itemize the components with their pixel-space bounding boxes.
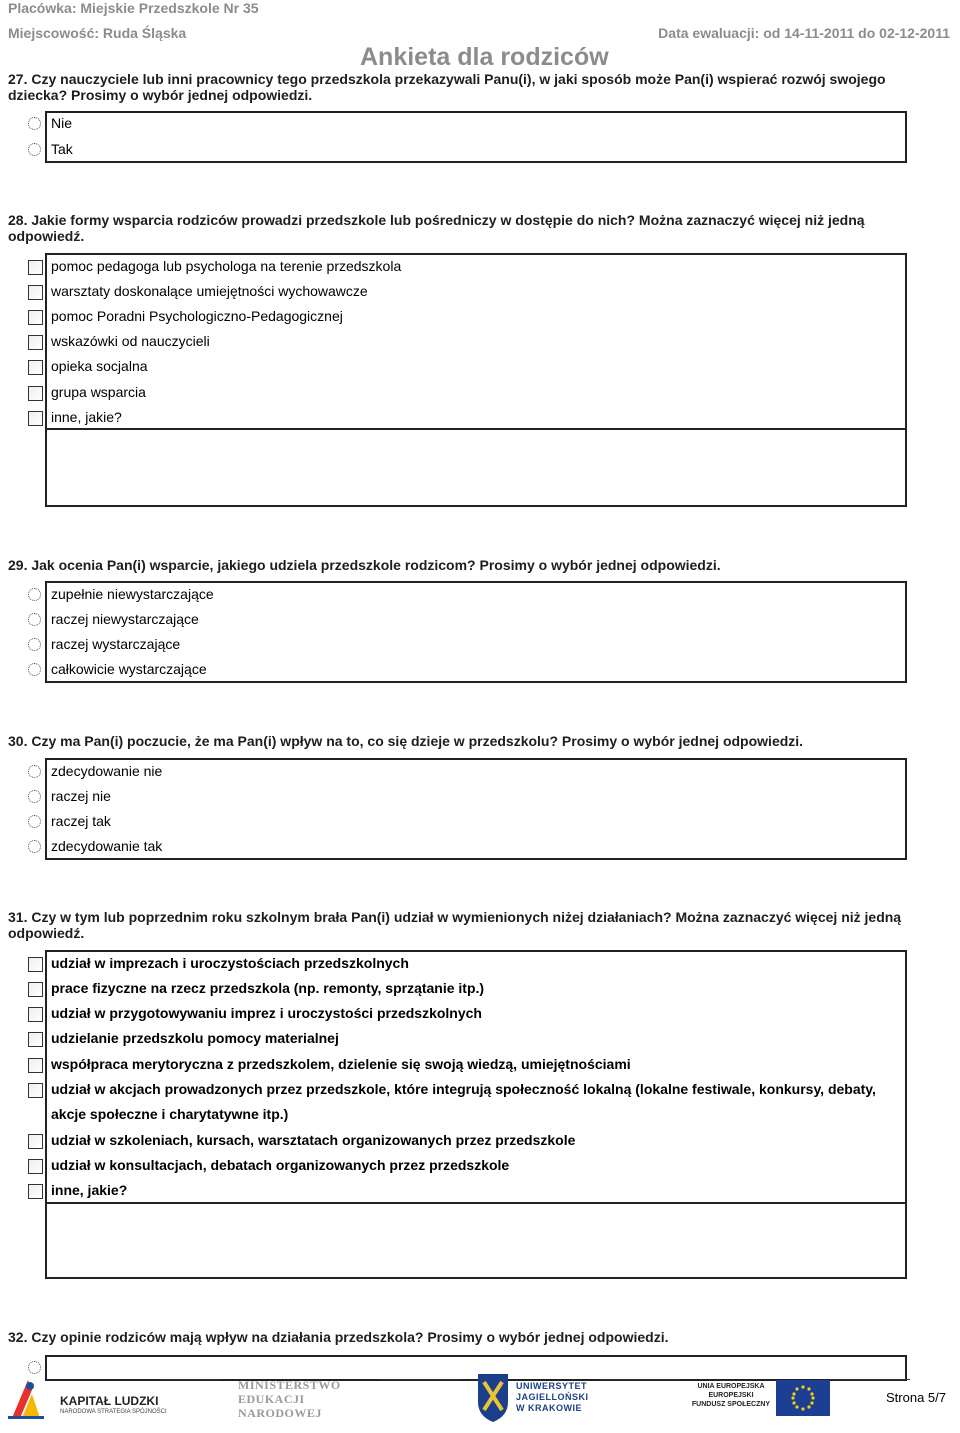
page-title: Ankieta dla rodziców bbox=[360, 43, 609, 71]
option-label: wskazówki od nauczycieli bbox=[51, 333, 210, 349]
option-label: udział w szkoleniach, kursach, warsztatach organizowanych przez przedszkole bbox=[51, 1132, 576, 1148]
checkbox[interactable] bbox=[28, 260, 43, 275]
question-28: 28. Jakie formy wsparcia rodziców prowadzi przedszkole lub pośredniczy w dostępie do nich? Można zaznaczyć więcej niż jedną odpowiedź. bbox=[8, 212, 865, 244]
logo-line: MINISTERSTWO bbox=[238, 1378, 341, 1392]
eu-logo bbox=[690, 1380, 840, 1426]
place-name: Miejscowość: Ruda Śląska bbox=[8, 25, 187, 41]
logo-line: EUROPEJSKI bbox=[708, 1392, 754, 1399]
eu-flag-icon bbox=[776, 1380, 830, 1416]
page-number: Strona 5/7 bbox=[886, 1390, 946, 1405]
footer-logos bbox=[0, 1370, 960, 1430]
logo-line: UNIWERSYTET bbox=[516, 1381, 588, 1391]
option-label: zupełnie niewystarczające bbox=[51, 586, 214, 602]
uj-crest-icon bbox=[476, 1372, 510, 1422]
checkbox[interactable] bbox=[28, 386, 43, 401]
logo-line: UNIA EUROPEJSKA bbox=[697, 1383, 765, 1390]
question-29: 29. Jak ocenia Pan(i) wsparcie, jakiego udziela przedszkole rodzicom? Prosimy o wybór jednej odpowiedzi. bbox=[8, 557, 721, 573]
option-label: grupa wsparcia bbox=[51, 384, 146, 400]
option-label: raczej tak bbox=[51, 813, 111, 829]
radio-button[interactable] bbox=[28, 790, 41, 803]
divider bbox=[380, 1379, 460, 1380]
checkbox[interactable] bbox=[28, 411, 43, 426]
men-logo bbox=[238, 1378, 358, 1426]
checkbox[interactable] bbox=[28, 1134, 43, 1149]
option-label: udział w akcjach prowadzonych przez przedszkole, które integrują społeczność lokalną (lokalne festiwale, konkursy, debaty, bbox=[51, 1081, 876, 1097]
option-label: całkowicie wystarczające bbox=[51, 661, 207, 677]
question-31: 31. Czy w tym lub poprzednim roku szkolnym brała Pan(i) udział w wymienionych niżej działaniach? Można zaznaczyć więcej niż jedną odpowiedź. bbox=[8, 909, 902, 941]
radio-button[interactable] bbox=[28, 840, 41, 853]
question-30: 30. Czy ma Pan(i) poczucie, że ma Pan(i) wpływ na to, co się dzieje w przedszkolu? Prosimy o wybór jednej odpowiedzi. bbox=[8, 733, 804, 749]
other-text-field-28[interactable] bbox=[45, 428, 907, 507]
divider bbox=[160, 1379, 220, 1380]
question-32: 32. Czy opinie rodziców mają wpływ na działania przedszkola? Prosimy o wybór jednej odpowiedzi. bbox=[8, 1329, 669, 1345]
kapital-ludzki-logo bbox=[8, 1376, 168, 1426]
checkbox[interactable] bbox=[28, 285, 43, 300]
divider bbox=[830, 1379, 910, 1380]
logo-line: W KRAKOWIE bbox=[516, 1403, 582, 1413]
logo-line: NARODOWEJ bbox=[238, 1406, 322, 1420]
uj-logo bbox=[476, 1372, 606, 1426]
radio-button[interactable] bbox=[28, 765, 41, 778]
logo-line: EDUKACJI bbox=[238, 1392, 305, 1406]
checkbox[interactable] bbox=[28, 957, 43, 972]
kapital-ludzki-icon bbox=[8, 1378, 44, 1422]
radio-button[interactable] bbox=[28, 588, 41, 601]
logo-line: FUNDUSZ SPOŁECZNY bbox=[691, 1401, 771, 1408]
radio-button[interactable] bbox=[28, 143, 41, 156]
option-label: pomoc pedagoga lub psychologa na terenie przedszkola bbox=[51, 258, 402, 274]
option-label: udzielanie przedszkolu pomocy materialnej bbox=[51, 1030, 339, 1046]
checkbox[interactable] bbox=[28, 1058, 43, 1073]
radio-button[interactable] bbox=[28, 815, 41, 828]
option-label: opieka socjalna bbox=[51, 358, 148, 374]
checkbox[interactable] bbox=[28, 1007, 43, 1022]
option-label: prace fizyczne na rzecz przedszkola (np. remonty, sprzątanie itp.) bbox=[51, 980, 485, 996]
logo-line: JAGIELLOŃSKI bbox=[516, 1392, 589, 1402]
checkbox[interactable] bbox=[28, 982, 43, 997]
checkbox[interactable] bbox=[28, 1159, 43, 1174]
radio-button[interactable] bbox=[28, 663, 41, 676]
checkbox[interactable] bbox=[28, 310, 43, 325]
option-label: raczej wystarczające bbox=[51, 636, 181, 652]
option-label: inne, jakie? bbox=[51, 409, 122, 425]
option-label: zdecydowanie nie bbox=[51, 763, 163, 779]
other-text-field-31[interactable] bbox=[45, 1202, 907, 1279]
checkbox[interactable] bbox=[28, 1083, 43, 1098]
option-label: udział w przygotowywaniu imprez i uroczystości przedszkolnych bbox=[51, 1005, 482, 1021]
logo-title: KAPITAŁ LUDZKI bbox=[60, 1394, 159, 1408]
option-label: współpraca merytoryczna z przedszkolem, dzielenie się swoją wiedzą, umiejętnościami bbox=[51, 1056, 631, 1072]
option-label: Tak bbox=[51, 141, 73, 157]
option-label: warsztaty doskonalące umiejętności wychowawcze bbox=[51, 283, 368, 299]
divider bbox=[600, 1379, 680, 1380]
option-label: pomoc Poradni Psychologiczno-Pedagogicznej bbox=[51, 308, 343, 324]
radio-button[interactable] bbox=[28, 638, 41, 651]
option-label: raczej niewystarczające bbox=[51, 611, 199, 627]
option-label: udział w konsultacjach, debatach organizowanych przez przedszkole bbox=[51, 1157, 510, 1173]
answer-box-27 bbox=[45, 111, 907, 163]
checkbox[interactable] bbox=[28, 1032, 43, 1047]
radio-button[interactable] bbox=[28, 117, 41, 130]
checkbox[interactable] bbox=[28, 1184, 43, 1199]
answer-box-30 bbox=[45, 758, 907, 860]
school-name: Placówka: Miejskie Przedszkole Nr 35 bbox=[8, 0, 259, 16]
logo-subtitle: NARODOWA STRATEGIA SPÓJNOŚCI bbox=[60, 1409, 167, 1415]
option-label: raczej nie bbox=[51, 788, 111, 804]
evaluation-dates: Data ewaluacji: od 14-11-2011 do 02-12-2011 bbox=[658, 25, 950, 41]
option-label: inne, jakie? bbox=[51, 1182, 128, 1198]
option-label: akcje społeczne i charytatywne itp.) bbox=[51, 1106, 289, 1122]
option-label: udział w imprezach i uroczystościach przedszkolnych bbox=[51, 955, 409, 971]
option-label: zdecydowanie tak bbox=[51, 838, 163, 854]
question-27: 27. Czy nauczyciele lub inni pracownicy tego przedszkola przekazywali Panu(i), w jaki sposób może Pan(i) wspierać rozwój swojego dziecka? Prosimy o wybór jednej odpowiedzi. bbox=[8, 71, 886, 103]
checkbox[interactable] bbox=[28, 335, 43, 350]
option-label: Nie bbox=[51, 115, 73, 131]
checkbox[interactable] bbox=[28, 360, 43, 375]
radio-button[interactable] bbox=[28, 613, 41, 626]
